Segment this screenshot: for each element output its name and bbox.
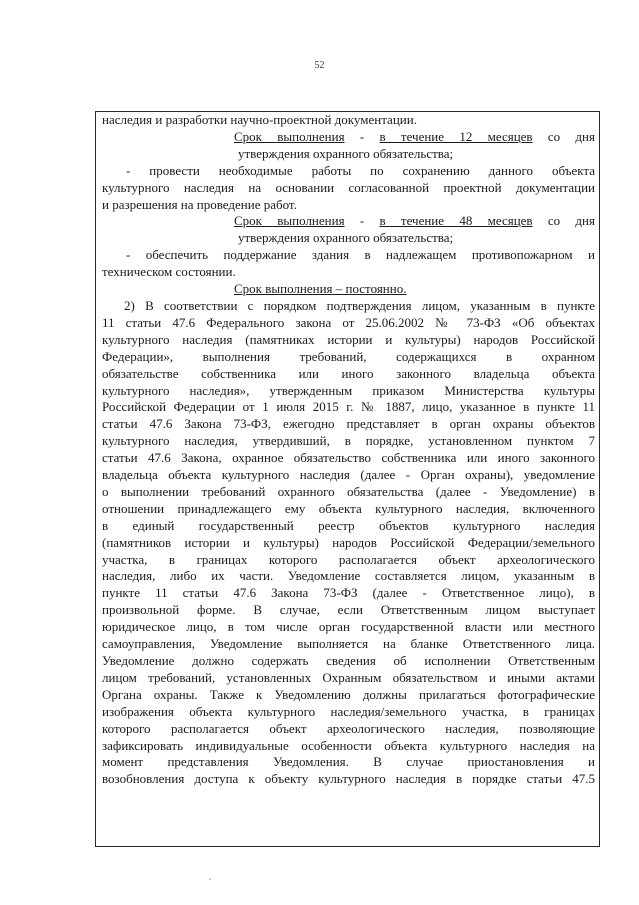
paragraph-line: обязательстве собственника или иного законного владельца объекта [102, 365, 595, 381]
text-line: и разрешения на проведение работ. [102, 196, 297, 212]
paragraph-line: Федерации», выполнения требований, содержащихся в охранном [102, 348, 595, 364]
deadline-term: в течение 12 месяцев [379, 128, 533, 144]
paragraph-line: культурного наследия (памятниках истории и культуры) народов Российской [102, 331, 595, 347]
deadline-tail: со дня [532, 128, 595, 144]
paragraph-line: самоуправления, Уведомление выполняется на бланке Ответственного лица. [102, 636, 595, 652]
paragraph-line: 11 статьи 47.6 Федерального закона от 25.06.2002 № 73-ФЗ «Об объектах [102, 314, 595, 330]
paragraph-line: юридическое лицо, в том числе орган государственной власти или местного [102, 619, 595, 635]
paragraph-line: культурного наследия», утвержденным приказом Министерства культуры [102, 382, 595, 398]
scan-speck [209, 878, 211, 880]
paragraph-line: в единый государственный реестр объектов культурного наследия [102, 517, 595, 533]
text-line: наследия и разработки научно-проектной документации. [102, 112, 417, 127]
paragraph-line: владельца объекта культурного наследия (далее - Орган охраны), уведомление [102, 467, 595, 483]
text-line: техническом состоянии. [102, 264, 236, 280]
paragraph-line: Уведомление должно содержать сведения об исполнении Ответственным [102, 653, 595, 668]
paragraph-line: (памятников истории и культуры) народов Российской Федерации/земельного [102, 534, 595, 550]
paragraph-line: отношении принадлежащего ему объекта культурного наследия, включенного [102, 500, 595, 516]
paragraph-line: культурного наследия, утвердивший, в порядке, установленном пунктом 7 [102, 433, 595, 449]
deadline-dash: - [344, 213, 380, 229]
deadline-label: Срок выполнения [234, 213, 345, 229]
deadline-dash: - [344, 128, 380, 144]
text-line: - провести необходимые работы по сохранению данного объекта [126, 162, 595, 178]
paragraph-line: зафиксировать индивидуальные особенности объекта культурного наследия на [102, 737, 595, 753]
text-line: - обеспечить поддержание здания в надлежащем противопожарном и [126, 247, 595, 263]
paragraph-line: изображения объекта культурного наследия/земельного участка, в границах [102, 703, 595, 719]
document-frame [95, 111, 600, 847]
deadline-line-12-months [102, 129, 595, 146]
deadline-line-48-months [102, 213, 595, 230]
paragraph-line: пункте 11 статьи 47.6 Закона 73-ФЗ (далее - Ответственное лицо), в [102, 585, 595, 601]
paragraph-line: участка, в границах которого располагается объект археологического [102, 551, 595, 567]
page-number: 52 [314, 60, 325, 71]
paragraph-line: наследия, либо их части. Уведомление составляется лицом, указанным в [102, 568, 595, 584]
deadline-permanent [102, 281, 595, 298]
paragraph-line: которого располагается объект археологического наследия, позволяющие [102, 720, 595, 736]
deadline-permanent-text: Срок выполнения – постоянно. [234, 281, 407, 297]
paragraph-line: о выполнении требований охранного обязательства (далее - Уведомление) в [102, 483, 595, 499]
deadline-tail: со дня [532, 213, 595, 229]
deadline-continuation: утверждения охранного обязательства; [238, 145, 454, 161]
paragraph-line: лицом требований, установленных Охранным обязательством и иными актами [102, 669, 595, 685]
paragraph-line: 2) В соответствии с порядком подтверждения лицом, указанным в пункте [124, 297, 595, 313]
paragraph-line: произвольной форме. В случае, если Ответственным лицом выступает [102, 602, 595, 618]
paragraph-line: статьи 47.6 Закона 73-ФЗ, ежегодно представляет в орган охраны объектов [102, 416, 595, 432]
paragraph-line: момент представления Уведомления. В случае приостановления и [102, 754, 595, 770]
deadline-term: в течение 48 месяцев [379, 213, 533, 229]
text-line: культурного наследия на основании согласованной проектной документации [102, 179, 595, 195]
deadline-label: Срок выполнения [234, 128, 345, 144]
paragraph-line: возобновления доступа к объекту культурного наследия в порядке статьи 47.5 [102, 771, 595, 787]
paragraph-line: Органа охраны. Также к Уведомлению должны прилагаться фотографические [102, 686, 595, 702]
paragraph-line: Российской Федерации от 1 июля 2015 г. № 1887, лицо, указанное в пункте 11 [102, 399, 595, 415]
paragraph-line: статьи 47.6 Закона, охранное обязательство собственника или иного законного [102, 450, 595, 466]
deadline-continuation: утверждения охранного обязательства; [238, 230, 454, 246]
